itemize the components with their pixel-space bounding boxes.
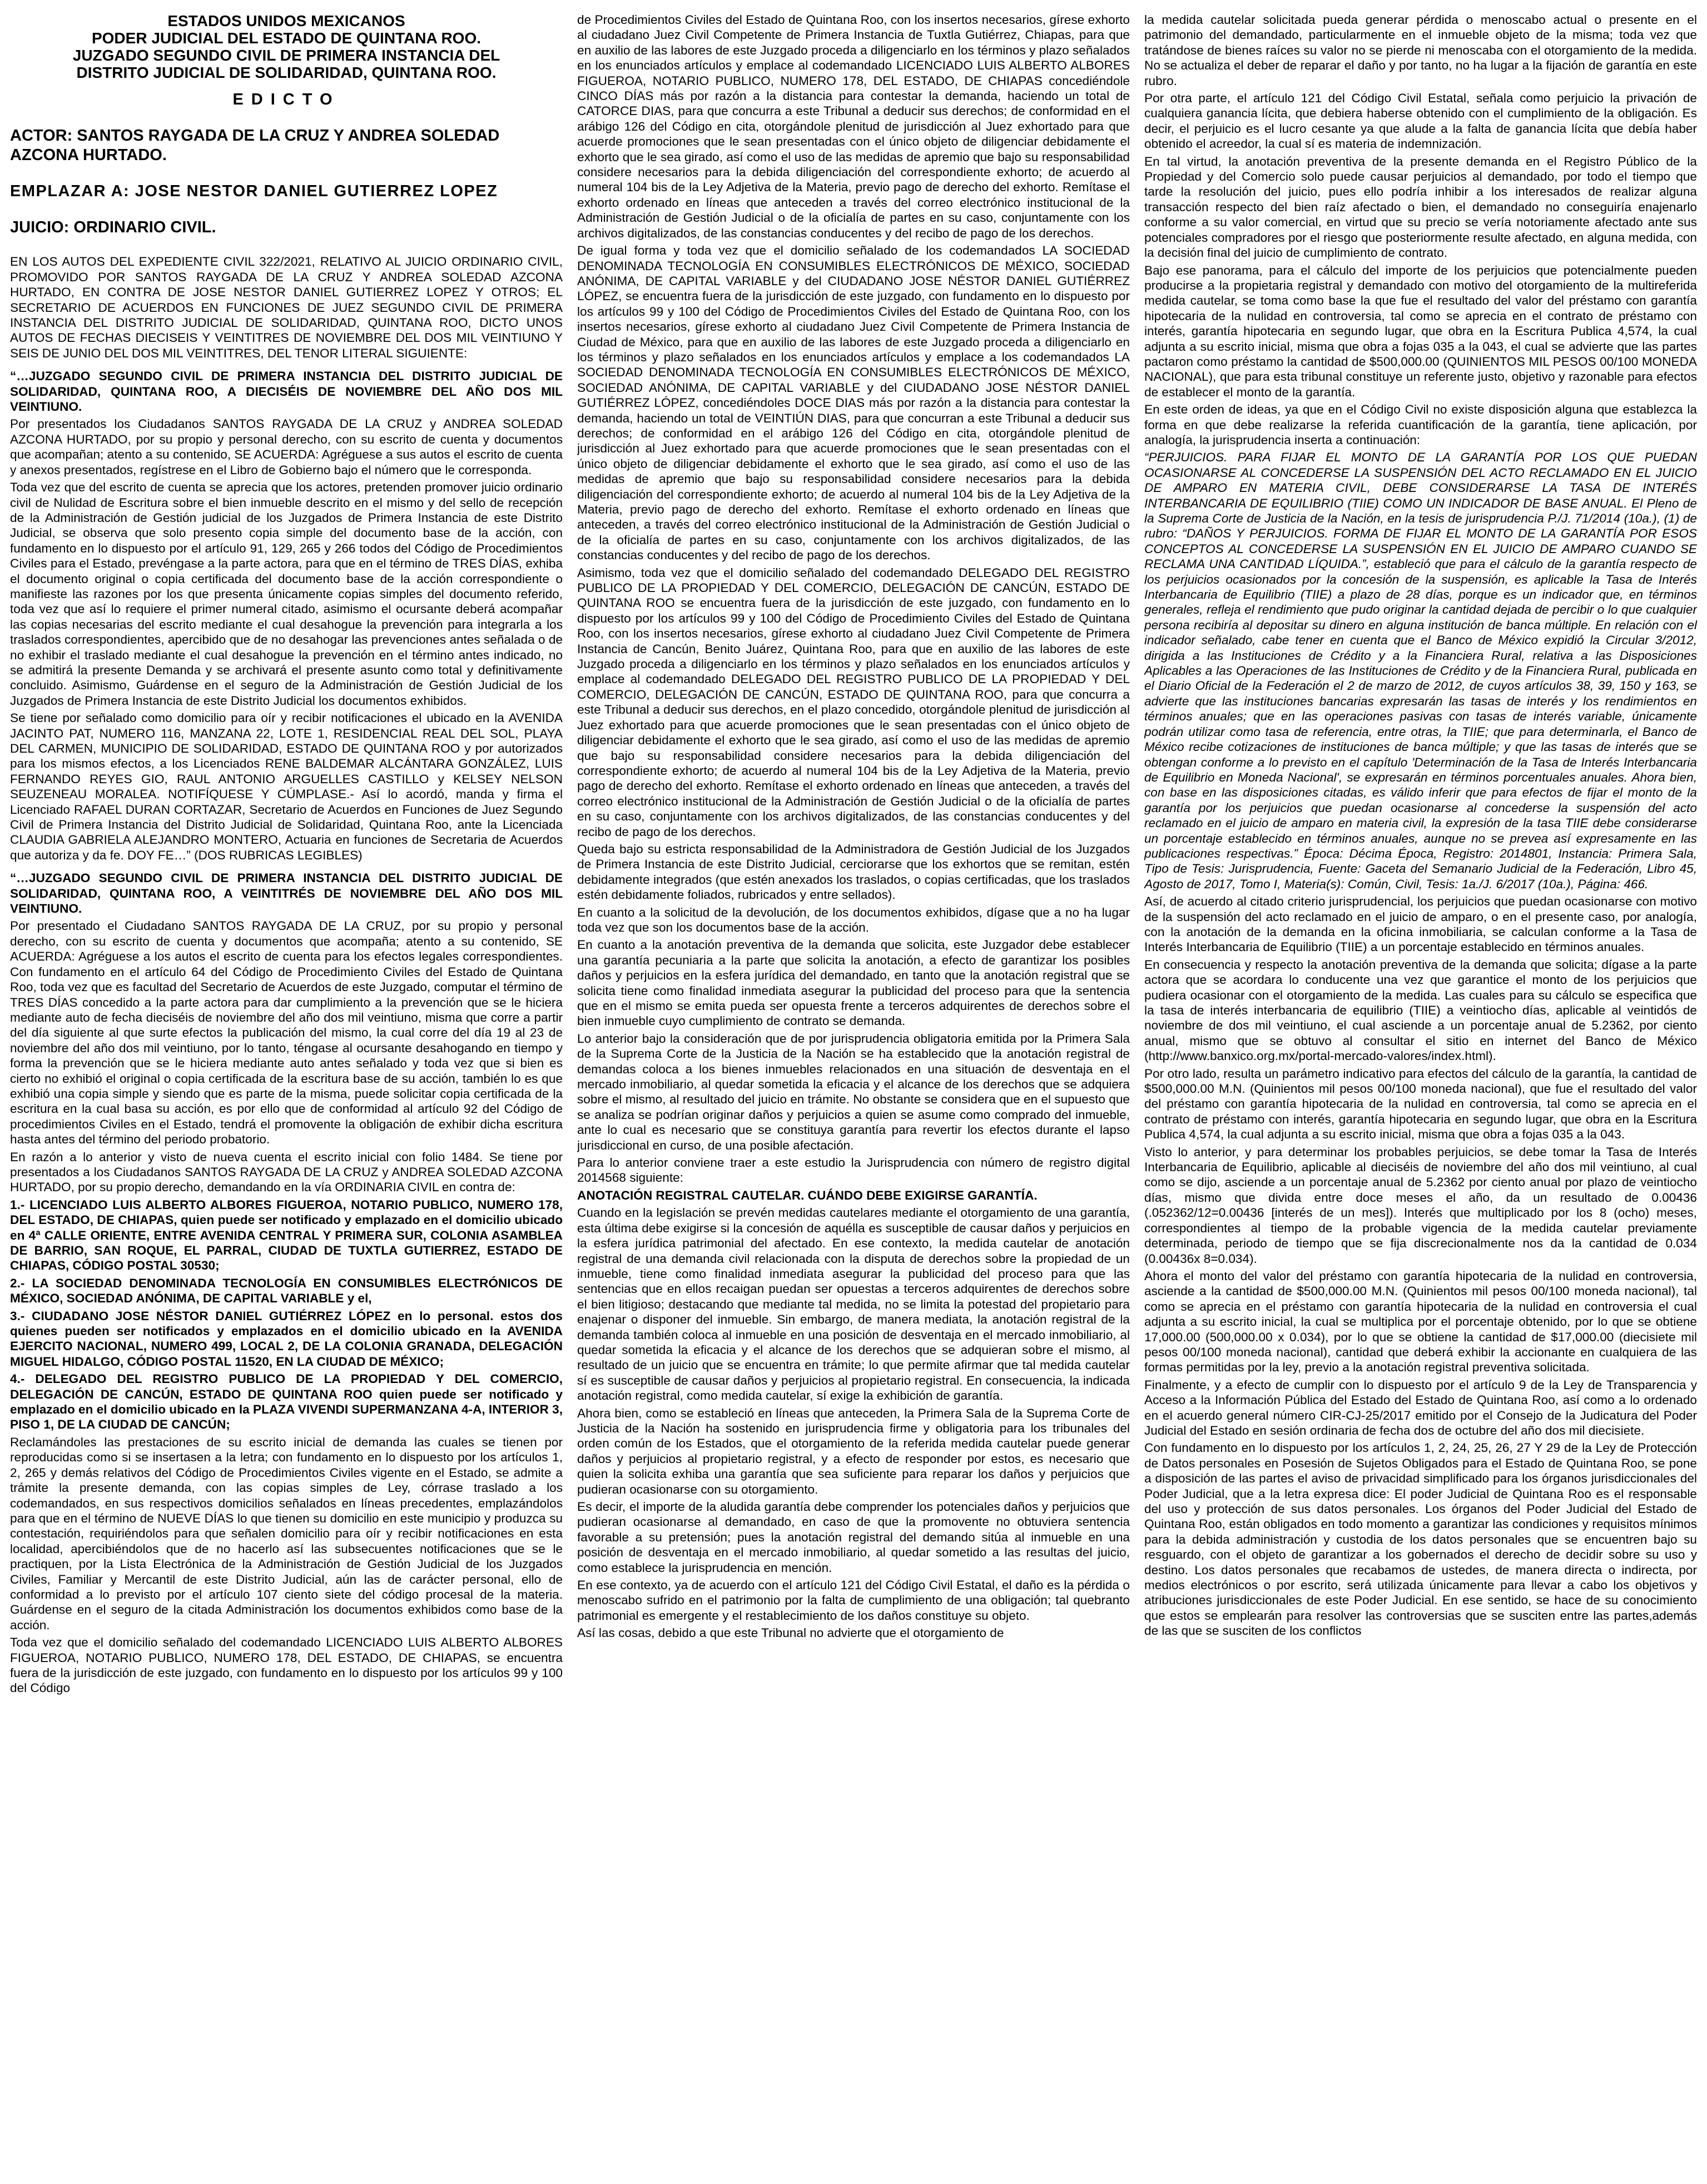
juicio-heading: JUICIO: ORDINARIO CIVIL. (10, 218, 216, 237)
body-paragraph: En tal virtud, la anotación preventiva de la presente demanda en el Registro Público de la Propiedad y del Comercio solo puede causar perjuicios al demandado, por todo el tiempo que tarde la resolución del juicio, pues ello podría inhibir a los interesados de realizar alguna transacción respecto del bien raíz afectado o bien, el demandado no conseguiría enajenarlo conforme a su valor comercial, en virtud que su precio se vería notoriamente afectado ante sus potenciales compradores por el riesgo que posteriormente resulte afectado, en alguna medida, con la decisión final del juicio de cumplimiento de contrato. (1144, 154, 1697, 260)
defendant-item: 2.- LA SOCIEDAD DENOMINADA TECNOLOGÍA EN CONSUMIBLES ELECTRÓNICOS DE MÉXICO, SOCIEDAD ANÓNIMA, DE CAPITAL VARIABLE y el, (10, 1276, 563, 1306)
court-header (10, 12, 563, 81)
body-paragraph: Bajo ese panorama, para el cálculo del importe de los perjuicios que potencialmente pueden producirse a la propietaria registral y demandado con motivo del otorgamiento de la multireferida medida cautelar, se toma como base la que fue el resultado del valor del préstamo con garantía hipotecaria de la nulidad en controversia, tal como se aprecia en el contrato de préstamo con interés, garantía hipotecaria en segundo lugar, que obra en la Escritura Publica 4,574, la cual adjunta a su escrito inicial, misma que obra a fojas 035 a la 043, el cual se advierte que las partes pactaron como préstamo la cantidad de $500,000.00 (QUINIENTOS MIL PESOS 00/100 MONEDA NACIONAL), que para esta tribunal constituye un referente justo, objetivo y razonable para efectos de establecer el monto de la garantía. (1144, 263, 1697, 399)
defendant-item: 4.- DELEGADO DEL REGISTRO PUBLICO DE LA PROPIEDAD Y DEL COMERCIO, DELEGACIÓN DE CANCÚN, ESTADO DE QUINTANA ROO quien puede ser notificado y emplazado en el domicilio ubicado en la PLAZA VIVENDI SUPERMANZANA 4-A, INTERIOR 3, PISO 1, DE LA CIUDAD DE CANCÚN; (10, 1372, 563, 1432)
header-line: DISTRITO JUDICIAL DE SOLIDARIDAD, QUINTANA ROO. (76, 64, 497, 81)
body-paragraph: Cuando en la legislación se prevén medidas cautelares mediante el otorgamiento de una garantía, esta última debe exigirse si la concesión de aquélla es susceptible de causar daños y perjuicios en la esfera jurídica patrimonial del afectado. En ese contexto, la medida cautelar de anotación registral de una demanda civil relacionada con la disputa de derechos sobre la propiedad de un inmueble, tiene como finalidad inmediata asegurar la publicidad del proceso para que las sentencias que en ellos recaigan puedan ser opuestas a terceros adquirentes de derechos sobre el bien litigioso; destacando que mediante tal medida, no se limita la potestad del propietario para enajenar o disponer del inmueble. Sin embargo, de manera mediata, la anotación registral de la demanda también coloca al inmueble en una posición de desventaja en el mercado inmobiliario, al quedar sometida la eficacia y el alcance de los derechos que se adquieran sobre el mismo, al resultado de un juicio que se encuentra en trámite; lo que permite afirmar que tal medida cautelar sí es susceptible de causar daños y perjuicios al propietario registral. En consecuencia, la indicada anotación registral, como medida cautelar, sí exige la exhibición de garantía. (577, 1206, 1130, 1403)
body-paragraph: Reclamándoles las prestaciones de su escrito inicial de demanda las cuales se tienen por reproducidas como si se insertasen a la letra; con fundamento en lo dispuesto por los artículos 1, 2, 265 y demás relativos del Código de Procedimientos Civiles vigente en el Estado, se admite a trámite la presente demanda, con las copias simples de Ley, córrase traslado a los codemandados, en sus respectivos domicilios señalados en líneas precedentes, emplazándolos para que en el término de NUEVE DÍAS lo que tienen su domicilio en este municipio y produzca su contestación, requiriéndolos para que señalen domicilio para oír y recibir notificaciones en esta localidad, apercibiéndolos que de no hacerlo así las subsecuentes notificaciones que se le practiquen, por la Lista Electrónica de la Administración de Gestión Judicial de los Juzgados Civiles, Familiar y Mercantil de este Distrito Judicial, aún las de carácter personal, ello de conformidad a lo previsto por el artículo 107 ciento siete del código procesal de la materia. Guárdense en el seguro de la citada Administración los documentos exhibidos como base de la acción. (10, 1435, 563, 1632)
body-paragraph: Toda vez que el domicilio señalado del codemandado LICENCIADO LUIS ALBERTO ALBORES FIGUEROA, NOTARIO PUBLICO, NUMERO 178, DEL ESTADO, DE CHIAPAS, se encuentra fuera de la jurisdicción de este juzgado, con fundamento en lo dispuesto por los artículos 99 y 100 del Código (10, 1635, 563, 1695)
body-paragraph: Para lo anterior conviene traer a este estudio la Jurisprudencia con número de registro digital 2014568 siguiente: (577, 1156, 1130, 1185)
body-paragraph: Por otra parte, el artículo 121 del Código Civil Estatal, señala como perjuicio la privación de cualquiera ganancia lícita, que debiera haberse obtenido con el cumplimiento de la obligación. Es decir, el perjuicio es el lucro cesante ya que alude a la falta de ganancia lícita que debía haber obtenido el acreedor, la cual sí es materia de indemnización. (1144, 91, 1697, 151)
header-line: JUZGADO SEGUNDO CIVIL DE PRIMERA INSTANCIA DEL (72, 47, 500, 64)
body-paragraph: de Procedimientos Civiles del Estado de Quintana Roo, con los insertos necesarios, gírese exhorto al ciudadano Juez Civil Competente de Primera Instancia de Tuxtla Gutiérrez, Chiapas, para que en auxilio de las labores de este Juzgado proceda a diligenciarlo en los términos y plazo señalados en los enunciados artículos y emplace al codemandado LICENCIADO LUIS ALBERTO ALBORES FIGUEROA, NOTARIO PUBLICO, NUMERO 178, DEL ESTADO, DE CHIAPAS concediéndole CINCO DÍAS más por razón a la distancia para contestar la demanda, haciendo un total de CATORCE DIAS, para que concurra a este Tribunal a deducir sus derechos; de conformidad en el arábigo 126 del Código en cita, otorgándole plenitud de jurisdicción al Juez exhortado para que acuerde promociones que le sean presentadas con el único objeto de diligenciar debidamente el exhorto que le sea girado, así como el uso de las medidas de apremio que bajo su responsabilidad considere necesarios para la debida diligenciación del correspondiente exhorto; de acuerdo al numeral 104 bis de la Ley Adjetiva de la Materia, previo pago de derecho del exhorto. Remítase el exhorto ordenado en líneas que anteceden a través del correo electrónico institucional de la Administración de Gestión Judicial o de la oficialía de partes en su caso, conjuntamente con los archivos digitalizados, de las constancias conducentes y del recibo de pago de los derechos. (577, 13, 1130, 240)
header-line: PODER JUDICIAL DEL ESTADO DE QUINTANA ROO. (91, 29, 482, 47)
body-paragraph: Se tiene por señalado como domicilio para oír y recibir notificaciones el ubicado en la AVENIDA JACINTO PAT, NUMERO 116, MANZANA 22, LOTE 1, RESIDENCIAL REAL DEL SOL, PLAYA DEL CARMEN, MUNICIPIO DE SOLIDARIDAD, ESTADO DE QUINTANA ROO y por autorizados para los mismos efectos, a los Licenciados RENE BALDEMAR ALCÁNTARA GONZÁLEZ, LUIS FERNANDO REYES GIO, RAUL ANTONIO ARGUELLES CASTILLO y KELSEY NELSON SEUZENEAU MORALEA. NOTIFÍQUESE Y CÚMPLASE.- Así lo acordó, manda y firma el Licenciado RAFAEL DURAN CORTAZAR, Secretario de Acuerdos en Funciones de Juez Segundo Civil de Primera Instancia del Distrito Judicial de Solidaridad, Quintana Roo, ante la Licenciada CLAUDIA GABRIELA ALEJANDRO MONTERO, Actuaria en funciones de Secretaria de Acuerdos que autoriza y da fe. DOY FE…” (DOS RUBRICAS LEGIBLES) (10, 711, 563, 862)
body-paragraph: Por presentado el Ciudadano SANTOS RAYGADA DE LA CRUZ, por su propio y personal derecho, con su escrito de cuenta y documentos que acompaña; atento a su contenido, SE ACUERDA: Agréguese a los autos el escrito de cuenta para los efectos legales correspondientes. Con fundamento en el artículo 64 del Código de Procedimiento Civiles del Estado de Quintana Roo, toda vez que es facultad del Secretario de Acuerdos de este Juzgado, computar el término de TRES DÍAS concedido a la parte actora para dar cumplimiento a la prevención que se le hiciera mediante auto de fecha dieciséis de noviembre del año dos mil veintiuno, misma que corre a partir del día siguiente al que surte efectos la publicación del mismo, la cual corre del día 19 al 23 de noviembre del año dos mil veintiuno, por lo tanto, téngase al ocursante desahogando en tiempo y forma la prevención que se le hiciera mediante auto antes señalado y toda vez que si bien es cierto no exhibió el original o copia certificada de la escritura base de su acción, también lo es que exhibió una copia simple y siendo que es parte de la misma, puede solicitar copia certificada de la escritura en la cual basa su acción, es por ello que de conformidad al artículo 92 del Código de procedimientos Civiles en el Estado, tendrá el promovente la obligación de exhibir dicha escritura hasta antes del término del periodo probatorio. (10, 919, 563, 1147)
privacy-paragraph: Con fundamento en lo dispuesto por los artículos 1, 2, 24, 25, 26, 27 Y 29 de la Ley de Protección de Datos personales en Posesión de Sujetos Obligados para el Estado de Quintana Roo, se pone a disposición de las partes el aviso de privacidad simplificado para los órganos jurisdiccionales del Poder Judicial, que a la letra expresa dice: El poder Judicial de Quintana Roo es el responsable del uso y protección de sus datos personales. Los órganos del Poder Judicial del Estado de Quintana Roo, están obligados en todo momento a garantizar las condiciones y requisitos mínimos para la debida administración y custodia de los datos personales que se encuentren bajo su resguardo, con el objeto de garantizar a los gobernados el derecho de decidir sobre su uso y destino. Los datos personales que recabamos de ustedes, de manera directa o indirecta, por medios electrónicos o por escrito, será utilizada únicamente para llevar a cabo los objetivos y atribuciones jurisdiccionales de este Poder Judicial. En ese sentido, se hace de su conocimiento que estos se emplearán para resolver las controversias que se susciten entre las partes,además de las que se susciten de los conflictos (1144, 1441, 1697, 1638)
edicto-title: EDICTO (232, 91, 340, 108)
body-paragraph: En ese contexto, ya de acuerdo con el artículo 121 del Código Civil Estatal, el daño es la pérdida o menoscabo sufrido en el patrimonio por la falta de cumplimiento de una obligación; tal quebranto patrimonial es emergente y el restablecimiento de los daños constituye su objeto. (577, 1578, 1130, 1623)
jurisprudence-quote: “PERJUICIOS. PARA FIJAR EL MONTO DE LA GARANTÍA POR LOS QUE PUEDAN OCASIONARSE AL CONCEDERSE LA SUSPENSIÓN DEL ACTO RECLAMADO EN EL JUICIO DE AMPARO EN MATERIA CIVIL, DEBE CONSIDERARSE LA TASA DE INTERÉS INTERBANCARIA DE EQUILIBRIO (TIIE) COMO UN INDICADOR DE BASE ANUAL. El Pleno de la Suprema Corte de Justicia de la Nación, en la tesis de jurisprudencia P./J. 71/2014 (10a.), (1) de rubro: “DAÑOS Y PERJUICIOS. FORMA DE FIJAR EL MONTO DE LA GARANTÍA POR ESOS CONCEPTOS AL CONCEDERSE LA SUSPENSIÓN EN EL JUICIO DE AMPARO CUANDO SE RECLAMA UNA CANTIDAD LÍQUIDA.”, estableció que para el cálculo de la garantía respecto de los perjuicios ocasionados por la concesión de la suspensión, es aplicable la Tasa de Interés Interbancaria de Equilibrio (TIIE) a plazo de 28 días, porque es un indicador que, en términos generales, refleja el rendimiento que pudo originar la cantidad dejada de percibir o lo que cualquier persona recibiría al depositar su dinero en alguna institución de banca múltiple. En relación con el indicador señalado, cabe tener en cuenta que el Banco de México expidió la Circular 3/2012, dirigida a las Instituciones de Crédito y a la Financiera Rural, relativa a las Disposiciones Aplicables a las Operaciones de las Instituciones de Crédito y de la Financiera Rural, publicada en el Diario Oficial de la Federación el 2 de marzo de 2012, de cuyos artículos 38, 39, 150 y 163, se advierte que las instituciones bancarias expresarán las tasas de interés y los rendimientos en términos anuales; que en las operaciones pasivas con tasas de interés variable, únicamente podrán utilizar como tasa de referencia, entre otras, la TIIE; que para determinarla, el Banco de México recibe cotizaciones de instituciones de banca múltiple; y que las tasas de interés que se obtengan conforme a lo previsto en el capítulo 'Determinación de la Tasa de Interés Interbancaria de Equilibrio en Moneda Nacional', se expresarán en términos porcentuales anuales. Ahora bien, con base en las disposiciones citadas, es válido inferir que para efectos de fijar el monto de la garantía por los perjuicios que puedan ocasionarse al concederse la suspensión del acto reclamado en el juicio de amparo en materia civil, la expresión de la tasa TIIE debe considerarse un porcentaje establecido en términos anuales, aunque no se prevea así expresamente en las publicaciones respectivas.” Época: Décima Época, Registro: 2014801, Instancia: Primera Sala, Tipo de Tesis: Jurisprudencia, Fuente: Gaceta del Semanario Judicial de la Federación, Libro 45, Agosto de 2017, Tomo I, Materia(s): Común, Civil, Tesis: 1a./J. 6/2017 (10a.), Página: 466. (1144, 450, 1697, 891)
body-paragraph: En consecuencia y respecto la anotación preventiva de la demanda que solicita; dígase a la parte actora que se acordara lo conducente una vez que garantice el monto de los perjuicios que pudiera ocasionar con el otorgamiento de la medida. Las cuales para su cálculo se especifica que la tasa de interés interbancaria de equilibrio (TIIE) a veintiocho días, aplicable al veintidós de noviembre de dos mil veintiuno, el cual asciende a un porcentaje anual de 5.2362, por ciento anual, mismo que se obtuvo al consultar el sitio en internet del Banco de México (http://www.banxico.org.mx/portal-mercado-valores/index.html). (1144, 957, 1697, 1063)
columns (10, 12, 1697, 2180)
body-paragraph: En cuanto a la anotación preventiva de la demanda que solicita, este Juzgador debe establecer una garantía pecuniaria a la parte que solicita la anotación, a efecto de garantizar los posibles daños y perjuicios en la esfera jurídica del demandado, en tanto que la anotación registral que se solicita tiene como finalidad inmediata asegurar la publicidad del proceso para que la sentencia que en el mismo se emita pueda ser opuesta frente a terceros adquirentes de derechos sobre el bien inmueble cuyo cumplimiento de contrato se demanda. (577, 938, 1130, 1028)
actor-heading: ACTOR: SANTOS RAYGADA DE LA CRUZ Y ANDREA SOLEDAD AZCONA HURTADO. (10, 127, 500, 165)
body-paragraph: En este orden de ideas, ya que en el Código Civil no existe disposición alguna que establezca la forma en que debe realizarse la referida cuantificación de la garantía, tiene aplicación, por analogía, la jurisprudencia inserta a continuación: (1144, 402, 1697, 447)
column-3 (1144, 12, 1697, 2180)
body-paragraph: Toda vez que del escrito de cuenta se aprecia que los actores, pretenden promover juicio ordinario civil de Nulidad de Escritura sobre el bien inmueble descrito en el mismo y del sello de recepción de la Administración de Gestión judicial de los Juzgados de Primera Instancia de este Distrito Judicial, se observa que solo presento copia simple del documento base de la acción, con fundamento en lo dispuesto por el artículo 91, 129, 265 y 266 todos del Código de Procedimientos Civiles para el Estado, prevéngase a la parte actora, para que en el término de TRES DÍAS, exhiba el documento original o copia certificada del documento base de la acción correspondiente o manifieste las razones por los que presenta únicamente copias simples del documento referido, toda vez que así lo requiere el primer numeral citado, asimismo el ocursante deberá acompañar las copias necesarias del escrito mediante el cual desahogue la prevención para integrarla a los traslados correspondientes, apercibido que de no desahogar las prevenciones antes señalada o de no exhibir el traslado mediante el cual desahogue la prevención en el término antes indicado, no se admitirá la presente Demanda y se archivará el presente asunto como total y definitivamente concluido. Asimismo, Guárdense en el seguro de la Administración de Gestión Judicial de los Juzgados de Primera Instancia de este Distrito Judicial los documentos exhibidos. (10, 480, 563, 708)
defendant-item: 1.- LICENCIADO LUIS ALBERTO ALBORES FIGUEROA, NOTARIO PUBLICO, NUMERO 178, DEL ESTADO, DE CHIAPAS, quien puede ser notificado y emplazado en el domicilio ubicado en 4ª CALLE ORIENTE, ENTRE AVENIDA CENTRAL Y PRIMERA SUR, COLONIA ASAMBLEA DE BARRIO, SAN ROQUE, EL PARRAL, CIUDAD DE TUXTLA GUTIERREZ, ESTADO DE CHIAPAS, CÓDIGO POSTAL 30530; (10, 1197, 563, 1273)
body-paragraph: Ahora el monto del valor del préstamo con garantía hipotecaria de la nulidad en controversia, asciende a la cantidad de $500,000.00 M.N. (Quinientos mil pesos 00/100 moneda nacional), tal como se aprecia en el préstamo con garantía hipotecaria de la nulidad en controversia el cual adjunta a su escrito inicial, la cual se multiplica por el porcentaje obtenido, por lo que se obtiene 17,000.00 (500,000.00 x 0.034), por lo que se obtiene la cantidad de $17,000.00 (diecisiete mil pesos 00/100 moneda nacional), cantidad que deberá exhibir la accionante en cualquiera de las formas permitidas por la ley, previo a la anotación registral preventiva solicitada. (1144, 1268, 1697, 1375)
body-paragraph: Visto lo anterior, y para determinar los probables perjuicios, se debe tomar la Tasa de Interés Interbancaria de Equilibrio, aplicable al dieciséis de noviembre del año dos mil veintiuno, al cual como se dijo, asciende a un porcentaje anual de 5.2362 por ciento anual por plazo de veintiocho días, mismo que divida entre doce meses el año, da un resultado de 0.00436 (.052362/12=0.00436 [interés de un mes]). Interés que multiplicado por los 8 (ocho) meses, correspondientes al tiempo de la probable vigencia de la medida cautelar previamente determinada, periodo de tiempo que se fija discrecionalmente nos da la cantidad de 0.034 (0.00436x 8=0.034). (1144, 1145, 1697, 1266)
body-paragraph: Así, de acuerdo al citado criterio jurisprudencial, los perjuicios que puedan ocasionarse con motivo de la suspensión del acto reclamado en el juicio de amparo, o en el presente caso, por analogía, con la anotación de la demanda en la oficina inmobiliaria, se calculan conforme a la Tasa de Interés Interbancaria de Equilibrio (TIIE) a un porcentaje establecido en términos anuales. (1144, 894, 1697, 954)
body-paragraph: De igual forma y toda vez que el domicilio señalado de los codemandados LA SOCIEDAD DENOMINADA TECNOLOGÍA EN CONSUMIBLES ELECTRÓNICOS DE MÉXICO, SOCIEDAD ANÓNIMA, DE CAPITAL VARIABLE y del CIUDADANO JOSE NÉSTOR DANIEL GUTIÉRREZ LÓPEZ, se encuentra fuera de la jurisdicción de este juzgado, con fundamento en lo dispuesto por los artículos 99 y 100 del Código de Procedimientos Civiles del Estado de Quintana Roo, con los insertos necesarios, gírese exhorto al ciudadano Juez Civil Competente de Primera Instancia de Ciudad de México, para que en auxilio de las labores de este Juzgado proceda a diligenciarlo en los términos y plazo señalados en los enunciados artículos y emplace a los codemandados LA SOCIEDAD DENOMINADA TECNOLOGÍA EN CONSUMIBLES ELECTRÓNICOS DE MÉXICO, SOCIEDAD ANÓNIMA, DE CAPITAL VARIABLE y del CIUDADANO JOSE NÉSTOR DANIEL GUTIÉRREZ LÓPEZ, concediéndoles DOCE DIAS más por razón a la distancia para contestar la demanda, haciendo un total de VEINTIÚN DIAS, para que concurran a este Tribunal a deducir sus derechos; de conformidad en el arábigo 126 del Código en cita, otorgándole plenitud de jurisdicción al Juez exhortado para que acuerde promociones que le sean presentadas con el único objeto de diligenciar debidamente el exhorto que le sea girado, así como el uso de las medidas de apremio que bajo su responsabilidad considere necesarios para la debida diligenciación del correspondiente exhorto; de acuerdo al numeral 104 bis de la Ley Adjetiva de la Materia, previo pago de derecho del exhorto. Remítase el exhorto ordenado en líneas que anteceden, a través del correo electrónico institucional de la Administración de Gestión Judicial o de la oficialía de partes en su caso, conjuntamente con los archivos digitalizados, de las constancias conducentes y del recibo de pago de los derechos. (577, 243, 1130, 563)
column-2 (577, 12, 1130, 2180)
body-paragraph: Queda bajo su estricta responsabilidad de la Administradora de Gestión Judicial de los Juzgados de Primera Instancia de este Distrito Judicial, cerciorarse que los exhortos que se remitan, estén debidamente integrados (que estén anexados los traslados, o copias certificadas, que los traslados estén debidamente foliados, rubricados y entre sellados). (577, 842, 1130, 902)
column-1 (10, 12, 563, 2180)
intro-paragraph: EN LOS AUTOS DEL EXPEDIENTE CIVIL 322/2021, RELATIVO AL JUICIO ORDINARIO CIVIL, PROMOVIDO POR SANTOS RAYGADA DE LA CRUZ Y ANDREA SOLEDAD AZCONA HURTADO, EN CONTRA DE JOSE NESTOR DANIEL GUTIERREZ LOPEZ Y OTROS; EL SECRETARIO DE ACUERDOS EN FUNCIONES DE JUEZ SEGUNDO CIVIL DE PRIMERA INSTANCIA DEL DISTRITO JUDICIAL DE SOLIDARIDAD, QUINTANA ROO, DICTO UNOS AUTOS DE FECHAS DIECISEIS Y VEINTITRES DE NOVIEMBRE DEL DOS MIL VEINTIUNO Y SEIS DE JUNIO DEL DOS MIL VEINTITRES, DEL TENOR LITERAL SIGUIENTE: (10, 255, 563, 360)
body-paragraph: Lo anterior bajo la consideración que de por jurisprudencia obligatoria emitida por la Primera Sala de la Suprema Corte de la Justicia de la Nación se ha establecido que la anotación registral de demandas coloca a los bienes inmuebles relacionados en una situación de desventaja en el mercado inmobiliario, al quedar sometida la eficacia y el alcance de los derechos que se adquiera sobre el mismo, al resultado del juicio en trámite. No obstante se considera que en el supuesto que se analiza se podrían originar daños y perjuicios a quien se asume como comprado del inmueble, ante lo cual es necesario que se constituya garantía para revertir los efectos durante el lapso jurisdiccional en curso, de una posible afectación. (577, 1031, 1130, 1152)
body-paragraph: Ahora bien, como se estableció en líneas que anteceden, la Primera Sala de la Suprema Corte de Justicia de la Nación ha sostenido en jurisprudencia firme y obligatoria para los tribunales del orden común de los Estados, que el otorgamiento de la referida medida cautelar puede generar daños y perjuicios al propietario registral, y a efecto de responder por estos, es necesario que quien la solicita exhiba una garantía que sea suficiente para reparar los daños y perjuicios que pudieran ocasionarse con su otorgamiento. (577, 1406, 1130, 1496)
emplazar-heading: EMPLAZAR A: JOSE NESTOR DANIEL GUTIERREZ LOPEZ (10, 182, 498, 201)
body-paragraph: Por otro lado, resulta un parámetro indicativo para efectos del cálculo de la garantía, la cantidad de $500,000.00 M.N. (Quinientos mil pesos 00/100 moneda nacional), que fue el resultado del valor del préstamo con garantía hipotecaria de la nulidad en controversia, tal como se aprecia en el contrato de préstamo con interés, garantía hipotecaria en segundo lugar, que obra en la Escritura Publica 4,574, la cual adjunta a su escrito inicial, misma que obra a fojas 035 a la 043. (1144, 1066, 1697, 1142)
jurisprudence-title: ANOTACIÓN REGISTRAL CAUTELAR. CUÁNDO DEBE EXIGIRSE GARANTÍA. (577, 1188, 1038, 1202)
body-paragraph: Finalmente, y a efecto de cumplir con lo dispuesto por el artículo 9 de la Ley de Transparencia y Acceso a la Información Pública del Estado del Estado de Quintana Roo, así como a lo ordenado en el acuerdo general número CIR-CJ-25/2017 emitido por el Consejo de la Judicatura del Poder Judicial del Estado en sesión ordinaria de fecha dos de octubre del año dos mil diecisiete. (1144, 1377, 1697, 1437)
court-order-heading: “…JUZGADO SEGUNDO CIVIL DE PRIMERA INSTANCIA DEL DISTRITO JUDICIAL DE SOLIDARIDAD, QUINTANA ROO, A VEINTITRÉS DE NOVIEMBRE DEL AÑO DOS MIL VEINTIUNO. (10, 871, 563, 916)
body-paragraph: Así las cosas, debido a que este Tribunal no advierte que el otorgamiento de (577, 1626, 1004, 1640)
body-paragraph: En razón a lo anterior y visto de nueva cuenta el escrito inicial con folio 1484. Se tiene por presentados a los Ciudadanos SANTOS RAYGADA DE LA CRUZ y ANDREA SOLEDAD AZCONA HURTADO, por su propio derecho, demandando en la vía ORDINARIA CIVIL en contra de: (10, 1150, 563, 1195)
court-order-heading: “…JUZGADO SEGUNDO CIVIL DE PRIMERA INSTANCIA DEL DISTRITO JUDICIAL DE SOLIDARIDAD, QUINTANA ROO, A DIECISÉIS DE NOVIEMBRE DEL AÑO DOS MIL VEINTIUNO. (10, 369, 563, 414)
body-paragraph: Asimismo, toda vez que el domicilio señalado del codemandado DELEGADO DEL REGISTRO PUBLICO DE LA PROPIEDAD Y DEL COMERCIO, DELEGACIÓN DE CANCÚN, ESTADO DE QUINTANA ROO se encuentra fuera de la jurisdicción de este juzgado, con fundamento en lo dispuesto por los artículos 99 y 100 del Código de Procedimiento Civiles del Estado de Quintana Roo, con los insertos necesarios, gírese exhorto al ciudadano Juez Civil Competente de Primera Instancia de Cancún, Benito Juárez, Quintana Roo, para que en auxilio de las labores de este Juzgado proceda a diligenciarlo en los términos y plazo señalados en los enunciados artículos y emplace al codemandado DELEGADO DEL REGISTRO PUBLICO DE LA PROPIEDAD Y DEL COMERCIO, DELEGACIÓN DE CANCÚN, ESTADO DE QUINTANA ROO, para que concurra a este Tribunal a deducir sus derechos, en el plazo concedido, otorgándole plenitud de jurisdicción al Juez exhortado para que acuerde promociones que le sean presentadas con el único objeto de diligenciar debidamente el exhorto que le sea girado, así como el uso de las medidas de apremio que bajo su responsabilidad considere necesarios para la debida diligenciación del correspondiente exhorto; de acuerdo al numeral 104 bis de la Ley Adjetiva de la Materia, previo pago de derecho del exhorto. Remítase el exhorto ordenado en líneas que anteceden, a través del correo electrónico institucional de la Administración de Gestión Judicial o de la oficialía de partes en su caso, conjuntamente con los archivos digitalizados, de las constancias conducentes y del recibo de pago de los derechos. (577, 565, 1130, 839)
header-line: ESTADOS UNIDOS MEXICANOS (167, 12, 405, 29)
body-paragraph: En cuanto a la solicitud de la devolución, de los documentos exhibidos, dígase que a no ha lugar toda vez que son los documentos base de la acción. (577, 905, 1130, 934)
body-paragraph: Es decir, el importe de la aludida garantía debe comprender los potenciales daños y perjuicios que pudieran ocasionarse al demandado, en caso de que la promovente no obtuviera sentencia favorable a su pretensión; pues la anotación registral del demando sitúa al inmueble en una posición de desventaja en el mercado inmobiliario, al quedar sometido a las resultas del juicio, como establece la jurisprudencia en mención. (577, 1500, 1130, 1575)
body-paragraph: la medida cautelar solicitada pueda generar pérdida o menoscabo actual o presente en el patrimonio del demandado, particularmente en el inmueble objeto de la misma; toda vez que tratándose de bienes raíces su valor no se pierde ni menoscaba con el otorgamiento de la medida. No se actualiza el deber de reparar el daño y por tanto, no ha lugar a la fijación de garantía en este rubro. (1144, 13, 1697, 88)
body-paragraph: Por presentados los Ciudadanos SANTOS RAYGADA DE LA CRUZ y ANDREA SOLEDAD AZCONA HURTADO, por su propio y personal derecho, con su escrito de cuenta y documentos que acompañan; atento a su contenido, SE ACUERDA: Agréguese a sus autos el escrito de cuenta y anexos presentados, regístrese en el Libro de Gobierno bajo el número que le corresponda. (10, 417, 563, 477)
defendant-item: 3.- CIUDADANO JOSE NÉSTOR DANIEL GUTIÉRREZ LÓPEZ en lo personal. estos dos quienes pueden ser notificados y emplazados en el domicilio ubicado en la AVENIDA EJERCITO NACIONAL, NUMERO 499, LOCAL 2, DE LA COLONIA GRANADA, DELEGACIÓN MIGUEL HIDALGO, CÓDIGO POSTAL 11520, EN LA CIUDAD DE MÉXICO; (10, 1309, 563, 1369)
